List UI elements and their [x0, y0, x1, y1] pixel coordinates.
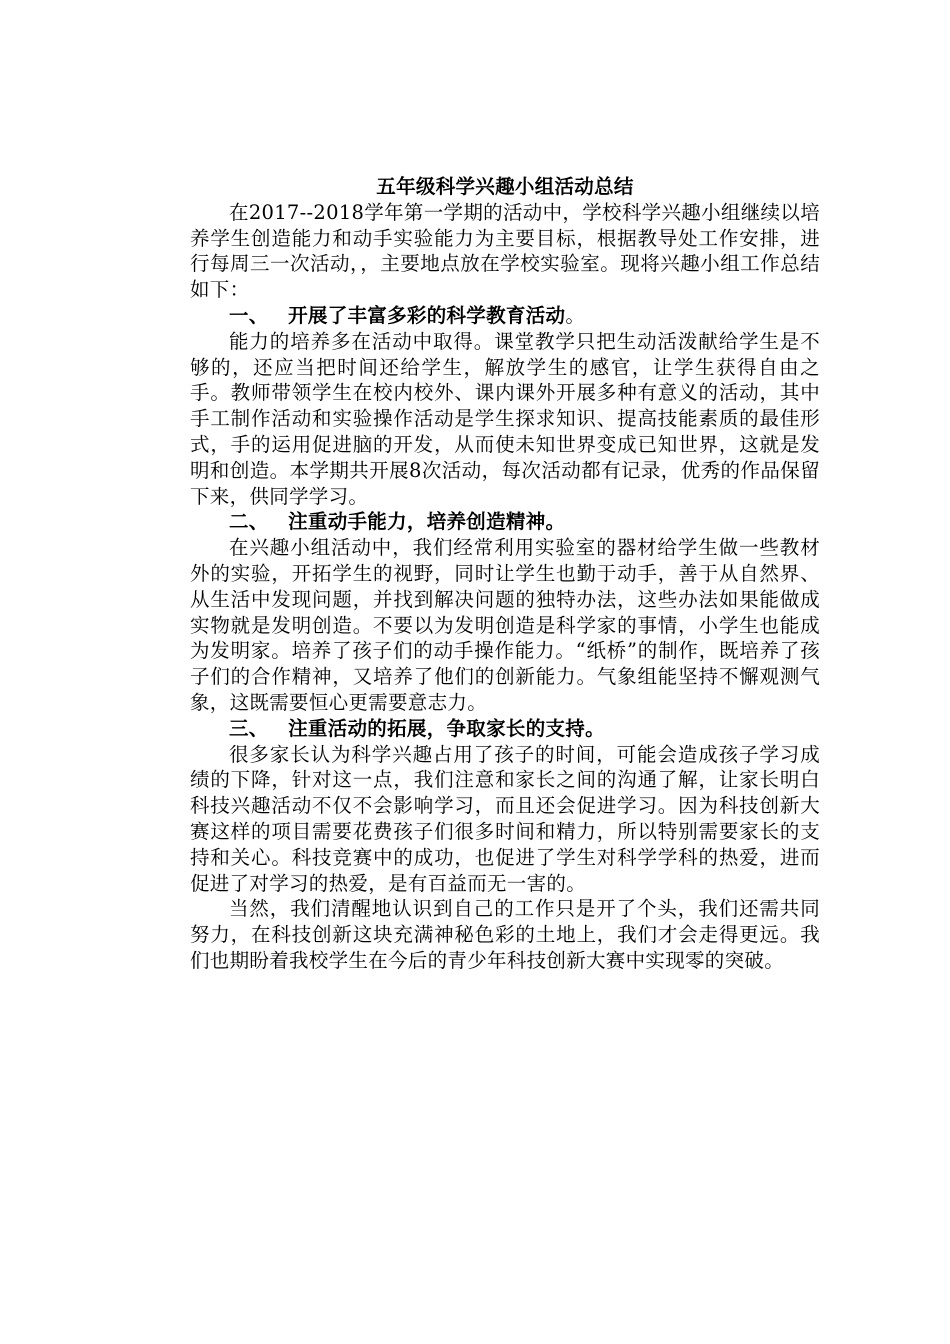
section-3-title: 注重活动的拓展，争取家长的支持。 — [288, 716, 605, 740]
section-3-number: 三、 — [229, 716, 269, 740]
section-2-body: 在兴趣小组活动中，我们经常利用实验室的器材给学生做一些教材外的实验，开拓学生的视野，同时让学生也勤于动手，善于从自然界、从生活中发现问题，并找到解决问题的独特办法，这些办法如果能做成实物就是发明创造。不要以为发明创造是科学家的事情，小学生也能成为发明家。培养了孩子们的动手操作能力。“纸桥”的制作，既培养了孩子们的合作精神，又培养了他们的创新能力。气象组能坚持不懈观测气象，这既需要恒心更需要意志力。 — [190, 536, 820, 714]
section-1-title: 开展了丰富多彩的科学教育活动 — [288, 303, 566, 327]
section-3-body: 很多家长认为科学兴趣占用了孩子的时间，可能会造成孩子学习成绩的下降，针对这一点，我们注意和家长之间的沟通了解，让家长明白科技兴趣活动不仅不会影响学习，而且还会促进学习。因为科技创新大赛这样的项目需要花费孩子们很多时间和精力，所以特别需要家长的支持和关心。科技竞赛中的成功，也促进了学生对科学学科的热爱，进而促进了对学习的热爱，是有百益而无一害的。 — [190, 742, 820, 895]
section-2-heading — [190, 509, 820, 535]
section-2-title: 注重动手能力，培养创造精神。 — [288, 510, 566, 534]
document-title: 五年级科学兴趣小组活动总结 — [376, 175, 634, 198]
intro-paragraph: 在2017--2018学年第一学期的活动中，学校科学兴趣小组继续以培养学生创造能力和动手实验能力为主要目标，根据教导处工作安排，进行每周三一次活动，，主要地点放在学校实验室。现将兴趣小组工作总结如下： — [190, 200, 820, 302]
section-2-number: 二、 — [229, 510, 269, 534]
section-3-heading — [190, 716, 820, 742]
section-1-title-suffix: 。 — [565, 303, 586, 327]
conclusion-paragraph: 当然，我们清醒地认识到自己的工作只是开了个头，我们还需共同努力，在科技创新这块充满神秘色彩的土地上，我们才会走得更远。我们也期盼着我校学生在今后的青少年科技创新大赛中实现零的突破。 — [190, 897, 820, 972]
document-page — [190, 174, 820, 974]
section-1-heading — [190, 303, 820, 329]
section-1-number: 一、 — [229, 303, 269, 327]
section-1-body: 能力的培养多在活动中取得。课堂教学只把生动活泼献给学生是不够的，还应当把时间还给学生，解放学生的感官，让学生获得自由之手。教师带领学生在校内校外、课内课外开展多种有意义的活动，其中手工制作活动和实验操作活动是学生探求知识、提高技能素质的最佳形式，手的运用促进脑的开发，从而使未知世界变成已知世界，这就是发明和创造。本学期共开展8次活动，每次活动都有记录，优秀的作品保留下来，供同学学习。 — [190, 329, 820, 508]
